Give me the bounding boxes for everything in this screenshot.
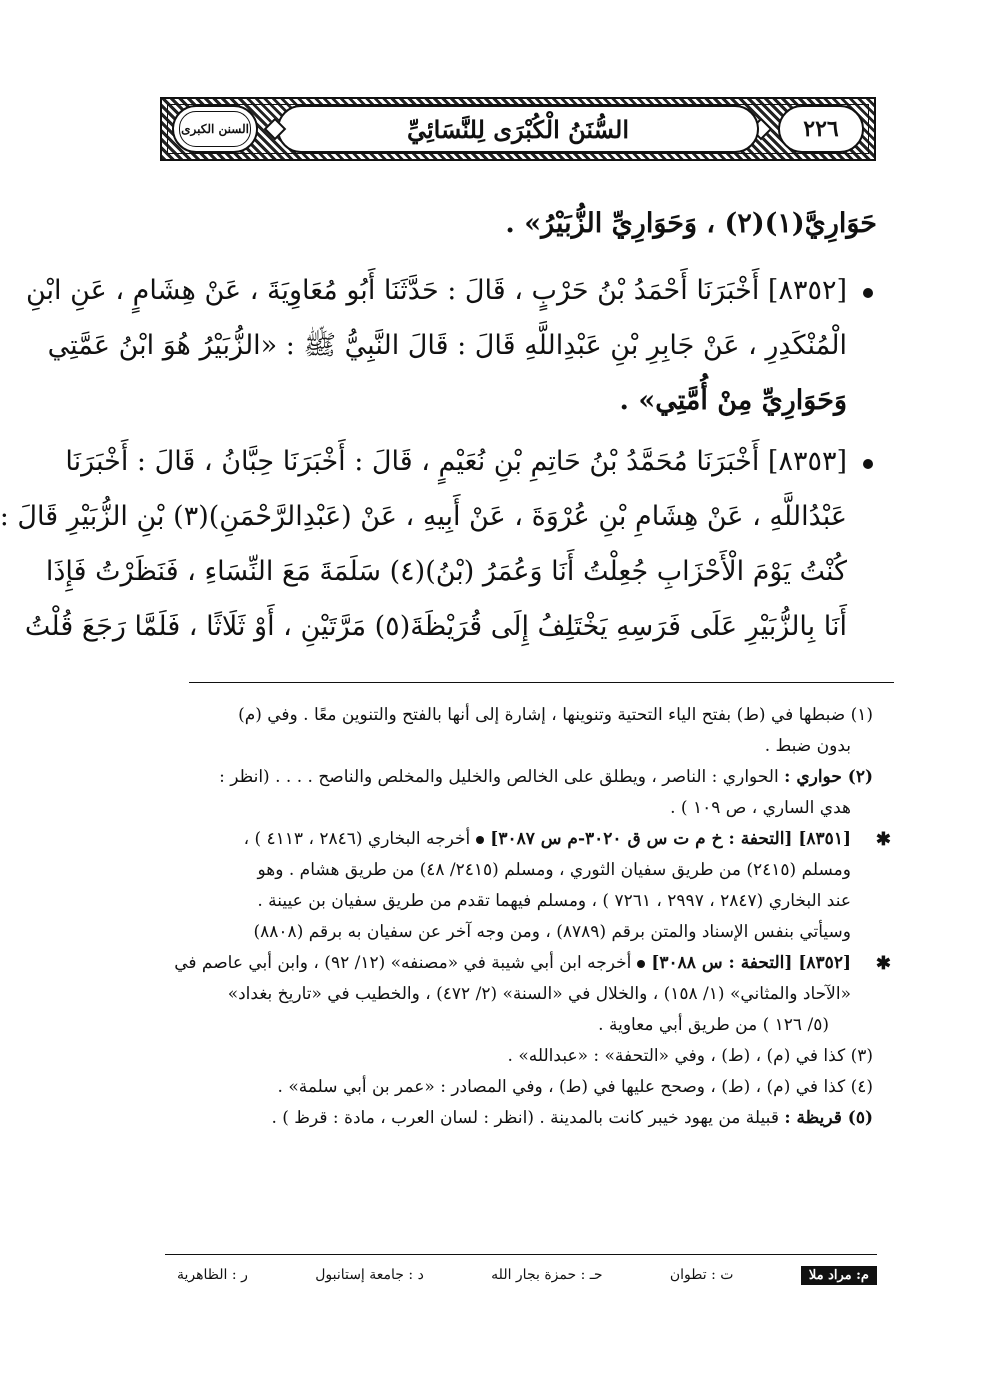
hadith-line: عَبْدُاللَّهِ ، عَنْ هِشَامِ بْنِ عُرْوَةَ ، عَنْ أَبِيهِ ، عَنْ (عَبْدِالرَّحْمَنِ)(٣) بْنِ الزُّبَيْرِ قَالَ : bbox=[0, 501, 847, 532]
hadith-line: وَحَوَارِيِّ مِنْ أُمَّتِي» . bbox=[619, 385, 847, 416]
asterisk-icon: ✱ bbox=[875, 829, 891, 850]
emblem-medallion bbox=[172, 105, 258, 153]
bullet-icon bbox=[863, 288, 873, 298]
takhrij-8351 bbox=[165, 824, 891, 948]
hadith-8352 bbox=[25, 263, 877, 428]
book-title: السُّنَنُ الْكُبْرَى لِلنَّسَائِيِّ bbox=[406, 114, 630, 144]
takhrij-8351-a: أخرجه البخاري (٢٨٤٦ ، ٤١١٣ ) ، bbox=[243, 829, 471, 849]
hadith-line: أَنَا بِالزُّبَيْرِ عَلَى فَرَسِهِ يَخْتَلِفُ إِلَى قُرَيْظَةَ(٥) مَرَّتَيْنِ ، أَوْ ثَلَاثًا ، فَلَمَّا رَجَعَ قُلْتُ bbox=[24, 611, 847, 642]
hadith-line: [٨٣٥٣] أَخْبَرَنَا مُحَمَّدُ بْنُ حَاتِمِ بْنِ نُعَيْمٍ ، قَالَ : أَخْبَرَنَا حِبَّانُ ، قَالَ : أَخْبَرَنَا bbox=[65, 446, 847, 477]
footnote-1: (١) ضبطها في (ط) بفتح الياء التحتية وتنوينها ، إشارة إلى أنها بالفتح والتنوين معًا . وفي (م) bbox=[238, 705, 873, 725]
page-header bbox=[160, 97, 876, 161]
manuscript-sigla-bar bbox=[177, 1262, 877, 1288]
hadith-line: [٨٣٥٢] أَخْبَرَنَا أَحْمَدُ بْنُ حَرْبٍ ، قَالَ : حَدَّثَنَا أَبُو مُعَاوِيَةَ ، عَنْ هِشَامٍ ، عَنِ ابْنِ bbox=[25, 275, 847, 306]
takhrij-8351-c: عند البخاري (٢٨٤٧ ، ٢٩٩٧ ، ٧٢٦١ ) ، ومسلم فيهما تقدم من طريق سفيان بن عيينة . bbox=[257, 891, 851, 911]
bottom-separator bbox=[165, 1254, 877, 1255]
header-title-box bbox=[277, 105, 759, 153]
book-emblem-icon: السنن الكبرى bbox=[179, 111, 251, 147]
footnote-2-label: (٢) حواري : bbox=[784, 767, 873, 787]
hadith-8353 bbox=[0, 434, 877, 654]
footnote-2-text: الحواري : الناصر ، ويطلق على الخالص والخليل والمخلص والناصح . . . . (انظر : bbox=[219, 767, 779, 787]
main-text bbox=[0, 196, 877, 654]
footnote-3: (٣) كذا في (م) ، (ط) ، وفي «التحفة» : «عبدالله» . bbox=[507, 1046, 873, 1066]
takhrij-8351-b: ومسلم (٢٤١٥) من طريق سفيان الثوري ، ومسلم (٢٤١٥/ ٤٨) من طريق هشام . وهو bbox=[257, 860, 851, 880]
takhrij-8352-c: (٥/ ١٢٦ ) من طريق أبي معاوية . bbox=[598, 1015, 829, 1035]
takhrij-8351-d: وسيأتي بنفس الإسناد والمتن برقم (٨٧٨٩) ، ومن وجه آخر عن سفيان به برقم (٨٨٠٨) bbox=[253, 922, 851, 942]
takhrij-8352-b: «الآحاد والمثاني» (١/ ١٥٨) ، والخلال في «السنة» (٢/ ٤٧٢) ، والخطيب في «تاريخ بغداد» bbox=[227, 984, 851, 1004]
footnote-5 bbox=[165, 1103, 873, 1134]
hadith-line: كُنْتُ يَوْمَ الْأَحْزَابِ جُعِلْتُ أَنَا وَعُمَرُ (بْنُ)(٤) سَلَمَةَ مَعَ النِّسَاءِ ، فَنَظَرْتُ فَإِذَا bbox=[45, 556, 847, 587]
footnote-separator bbox=[189, 682, 894, 683]
siglum-t: ت : تطوان bbox=[669, 1267, 734, 1283]
footnote-5-label: (٥) قريظة : bbox=[784, 1108, 873, 1128]
takhrij-8352-ref: [٨٣٥٢] [التحفة : س ٣٠٨٨] bbox=[651, 953, 851, 973]
takhrij-8352 bbox=[165, 948, 891, 1041]
asterisk-icon: ✱ bbox=[875, 953, 891, 974]
bullet-icon bbox=[863, 459, 873, 469]
siglum-m: م: مراد ملا bbox=[801, 1266, 877, 1285]
footnote-2-cont: هدي الساري ، ص ١٠٩ ) . bbox=[670, 798, 851, 818]
continuation-line: حَوَارِيَّ(١)(٢) ، وَحَوَارِيِّ الزُّبَيْرُ» . bbox=[505, 208, 877, 239]
siglum-h: حـ : حمزة بجار الله bbox=[491, 1267, 603, 1283]
page-number-medallion bbox=[778, 105, 864, 153]
footnote-2 bbox=[165, 762, 873, 793]
bullet-icon bbox=[637, 960, 645, 968]
siglum-r: ر : الظاهرية bbox=[177, 1267, 248, 1283]
footnote-1-cont: بدون ضبط . bbox=[764, 736, 851, 756]
bullet-icon bbox=[476, 836, 484, 844]
page-number: ٢٢٦ bbox=[803, 116, 839, 142]
footnote-5-text: قبيلة من يهود خيبر كانت بالمدينة . (انظر : لسان العرب ، مادة : قرظ ) . bbox=[271, 1108, 779, 1128]
takhrij-8351-ref: [٨٣٥١] [التحفة : خ م ت س ق ٣٠٢٠-م س ٣٠٨٧] bbox=[490, 829, 851, 849]
footnotes bbox=[165, 700, 891, 1134]
siglum-d: د : جامعة إستانبول bbox=[315, 1267, 424, 1283]
hadith-line: الْمُنْكَدِرِ ، عَنْ جَابِرِ بْنِ عَبْدِاللَّهِ قَالَ : قَالَ النَّبِيُّ ﷺ : «الزُّبَيْرُ هُوَ ابْنُ عَمَّتِي bbox=[47, 330, 847, 361]
takhrij-8352-a: أخرجه ابن أبي شيبة في «مصنفه» (١٢/ ٩٢) ، وابن أبي عاصم في bbox=[174, 953, 632, 973]
footnote-4: (٤) كذا في (م) ، (ط) ، وصحح عليها في (ط) ، وفي المصادر : «عمر بن أبي سلمة» . bbox=[277, 1077, 873, 1097]
